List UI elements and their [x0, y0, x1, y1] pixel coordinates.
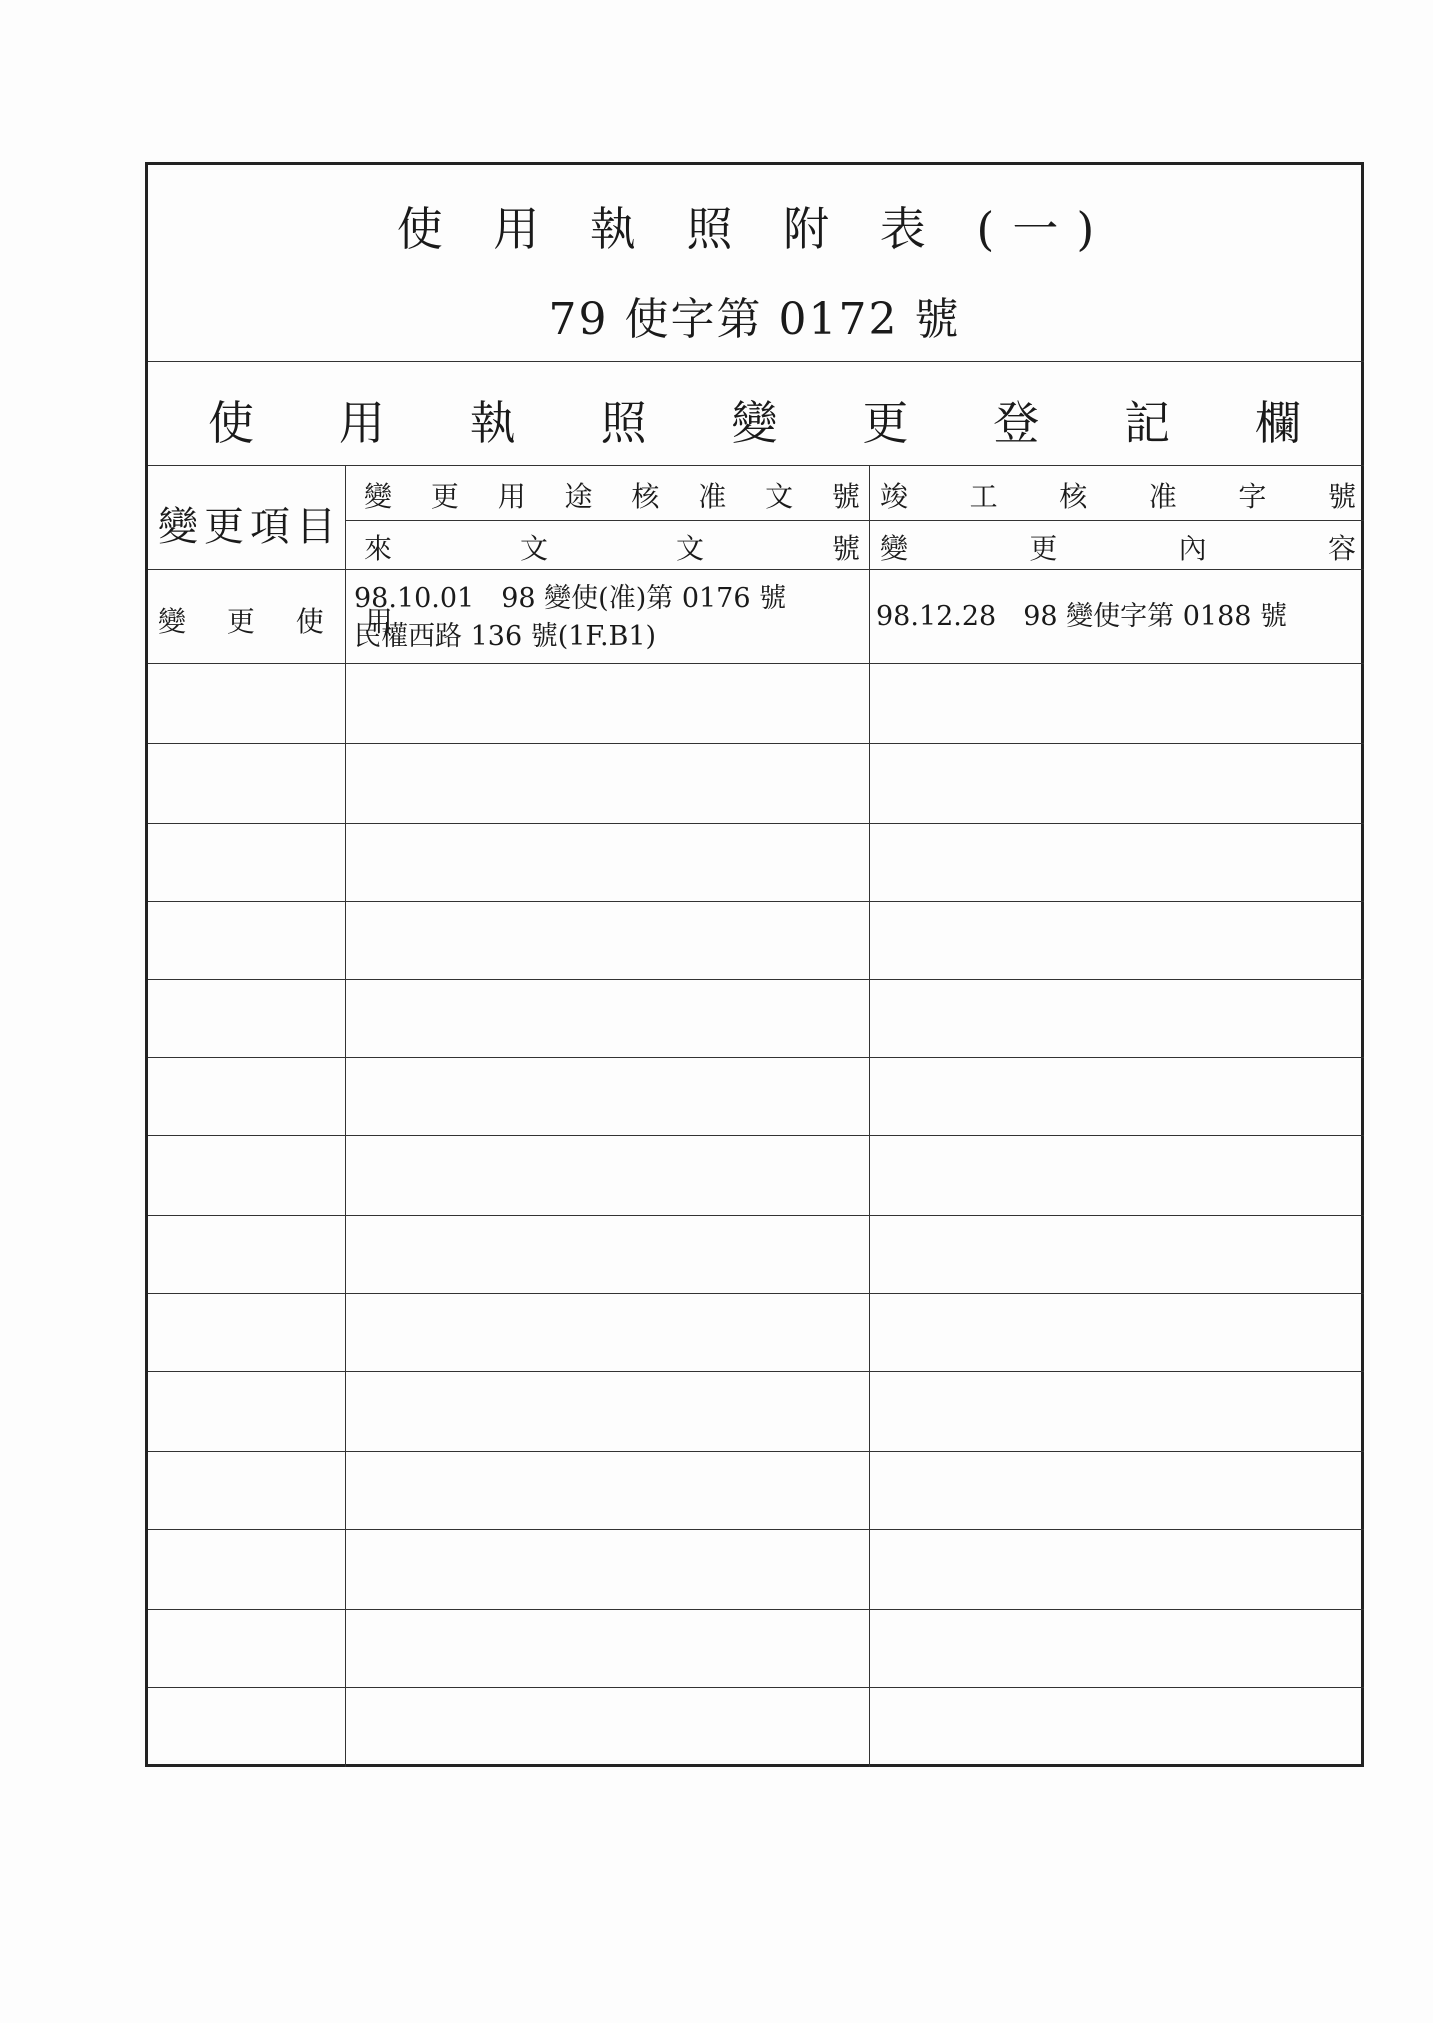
- banner-char: 使: [208, 396, 254, 450]
- completion-doc-header: [874, 475, 1362, 515]
- table-row-divider: [148, 823, 1364, 824]
- completion-header-char: 竣: [880, 480, 909, 513]
- divider-title: [148, 361, 1364, 362]
- table-row-divider: [148, 1371, 1364, 1372]
- change-content-header: [874, 527, 1362, 567]
- table-row-divider: [148, 979, 1364, 980]
- divider-banner: [148, 465, 1364, 466]
- form-title: 使 用 執 照 附 表 (一): [396, 202, 1113, 256]
- banner-char: 變: [731, 396, 778, 450]
- column-divider-left: [345, 465, 346, 1767]
- incoming-header-char: 文: [519, 532, 548, 565]
- content-header-char: 容: [1327, 532, 1356, 565]
- completion-header-char: 准: [1148, 480, 1177, 513]
- banner-char: 更: [862, 396, 909, 450]
- completion-header-char: 工: [969, 480, 998, 513]
- approval-header-char: 更: [430, 480, 459, 513]
- banner-char: 照: [600, 396, 647, 450]
- incoming-doc-header: [356, 527, 868, 567]
- column-divider-right: [869, 465, 870, 1767]
- content-header-char: 變: [880, 532, 909, 565]
- row-approval-line2: 民權西路 136 號(1F.B1): [354, 621, 657, 652]
- table-row-divider: [148, 1451, 1364, 1452]
- table-row-divider: [148, 1609, 1364, 1610]
- divider-subheader: [346, 520, 1364, 521]
- table-row-divider: [148, 1215, 1364, 1216]
- table-row-divider: [148, 743, 1364, 744]
- content-header-char: 更: [1029, 532, 1058, 565]
- approval-header-char: 途: [564, 480, 593, 513]
- license-number: 79 使字第 0172 號: [548, 294, 961, 345]
- change-registration-banner: [208, 387, 1301, 453]
- completion-header-char: 字: [1238, 480, 1267, 513]
- banner-char: 欄: [1255, 396, 1301, 450]
- approval-header-char: 用: [497, 480, 526, 513]
- approval-header-char: 變: [364, 480, 393, 513]
- completion-header-char: 核: [1059, 480, 1088, 513]
- banner-char: 記: [1124, 396, 1171, 450]
- table-row-divider: [148, 1293, 1364, 1294]
- approval-header-char: 號: [831, 480, 860, 513]
- approval-header-char: 核: [631, 480, 660, 513]
- use-license-form: [145, 162, 1364, 1767]
- approval-header-char: 文: [765, 480, 794, 513]
- table-row-divider: [148, 1529, 1364, 1530]
- banner-char: 執: [469, 396, 516, 450]
- table-row-divider: [148, 663, 1364, 664]
- table-row-divider: [148, 1057, 1364, 1058]
- banner-char: 用: [338, 396, 385, 450]
- incoming-header-char: 號: [831, 532, 860, 565]
- incoming-header-char: 文: [675, 532, 704, 565]
- table-row-divider: [148, 1687, 1364, 1688]
- divider-header: [148, 569, 1364, 570]
- approval-header-char: 准: [698, 480, 727, 513]
- completion-header-char: 號: [1327, 480, 1356, 513]
- content-header-char: 內: [1178, 532, 1207, 565]
- change-item-header: 變更項目: [158, 504, 342, 550]
- approval-doc-header: [356, 475, 868, 515]
- row-approval-line1: 98.10.01 98 變使(准)第 0176 號: [354, 583, 787, 614]
- table-row-divider: [148, 1135, 1364, 1136]
- row-item: 變 更 使 用: [158, 605, 409, 638]
- table-row-divider: [148, 901, 1364, 902]
- banner-char: 登: [993, 396, 1040, 450]
- row-completion: 98.12.28 98 變使字第 0188 號: [876, 601, 1288, 632]
- incoming-header-char: 來: [364, 532, 393, 565]
